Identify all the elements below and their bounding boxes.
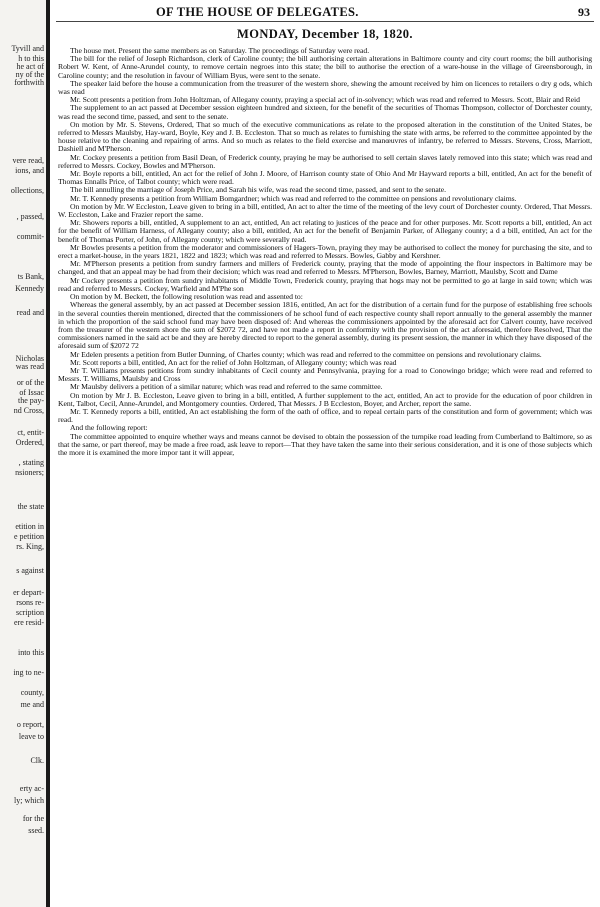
- journal-paragraph: Mr. Scott presents a petition from John Holtzman, of Allegany county, praying a special act of in-solvency; which was read and referred to Messrs. Scott, Blair and Reid: [70, 95, 580, 105]
- previous-page-fragment: e petition: [14, 532, 44, 541]
- previous-page-fragment: , passed,: [16, 212, 44, 221]
- previous-page-fragment: etition in: [15, 522, 44, 531]
- journal-paragraph: The speaker laid before the house a communication from the treasurer of the western shore, shewing the amount received by him on licences to retailers o dry g ods, which was read: [58, 78, 592, 97]
- previous-page-fragment: commit-: [16, 232, 44, 241]
- previous-page-fragment: of Issac: [19, 388, 44, 397]
- journal-paragraph: On motion by Mr. W Eccleston, Leave given to bring in a bill, entitled, An act to alter the time of the meeting of the levy court of Dorchester county. Ordered, That Messrs. W. Eccleston, Lake and Frazier report the same.: [58, 201, 592, 220]
- journal-paragraph: Mr Bowles presents a petition from the moderator and commissioners of Hagers-Town, praying they may be authorised to collect the money for purchasing the site, and to erect a market-house, in the years 1821, 1822 and 1823; which was read and referred to Messrs. Bowles, Gabby and Kershner.: [58, 242, 592, 261]
- previous-page-fragment: , stating: [18, 458, 44, 467]
- previous-page-fragment: the pay-: [18, 396, 44, 405]
- previous-page-fragment: rs. King,: [16, 542, 44, 551]
- previous-page-fragment: ing to ne-: [13, 668, 44, 677]
- journal-body: [58, 47, 592, 903]
- journal-paragraph: On motion by M. Beckett, the following resolution was read and assented to:: [70, 292, 303, 302]
- journal-paragraph: Mr Maulsby delivers a petition of a similar nature; which was read and referred to the same committee.: [70, 382, 383, 392]
- previous-page-fragment: rsons re-: [16, 598, 44, 607]
- previous-page-fragment: read and: [16, 308, 44, 317]
- page-number: 93: [578, 5, 590, 19]
- journal-paragraph: Whereas the general assembly, by an act passed at December session 1816, entitled, An act for the distribution of a certain fund for the purpose of establishing free schools in the several counties therein mentioned, directed that the commissioners of he school fund of each respective county shall report annually to the general assembly the manner in which the proportion of the said school fund may have been disposed of: And whereas the commissioners appointed by the aforesaid act for Calvert county, have received from the treasurer of the western shore the sum of $2072 72, and have not made a report in conformity with the provision of the act aforesaid, therefore Resolved, That the commissioners named in the said act be and they are hereby directed to report to the general assembly, during its present session, the manner in which they have disposed of the aforesaid sum of $2072 72: [58, 300, 592, 351]
- previous-page-fragment: s against: [16, 566, 44, 575]
- previous-page-fragment: nsioners;: [15, 468, 44, 477]
- journal-paragraph: The house met. Present the same members as on Saturday. The proceedings of Saturday were read.: [70, 47, 370, 55]
- previous-page-fragment: was read: [15, 362, 44, 371]
- journal-paragraph: Mr. Cockey presents a petition from Basil Dean, of Frederick county, praying he may be authorised to sell certain slaves lately removed into this state; which was read and referred to Messrs. Cockey, Bowles and M'Pherson.: [58, 152, 592, 170]
- journal-paragraph: Mr. T. Kennedy presents a petition from William Bomgardner; which was read and referred to the committee on pensions and revolutionary claims.: [70, 193, 517, 203]
- journal-paragraph: The bill for the relief of Joseph Richardson, clerk of Caroline county; the bill authorising certain alterations in Baltimore county and city court rooms; the bill authorising Robert W. Kent, of Anne-Arundel county, to remove certain negroes into this state; the bill to authorise the erection of a ware-house in the village of Greensborough, in Caroline county; and the resolution in favour of William Byus, were sent to the senate.: [58, 54, 592, 80]
- header-rule: [56, 21, 594, 22]
- previous-page-fragment: or of the: [16, 378, 44, 387]
- previous-page-fragment: o report,: [16, 720, 44, 729]
- previous-page-fragment: ssed.: [28, 826, 44, 835]
- previous-page-fragment: ct, entit-: [17, 428, 44, 437]
- previous-page-fragment: leave to: [18, 732, 44, 741]
- previous-page-fragment: Nicholas: [15, 354, 44, 363]
- previous-page-fragment: ny of the: [15, 70, 44, 79]
- previous-page-fragment: nd Cross,: [13, 406, 44, 415]
- journal-paragraph: The supplement to an act passed at December session eighteen hundred and sixteen, for the benefit of the securities of Thomas Thompson, collector of Dorchester county, was read the second time, passed, and sent to the senate.: [58, 103, 592, 121]
- page-header: [56, 3, 594, 21]
- previous-page-fragment: vere read,: [12, 156, 44, 165]
- previous-page-fragment: erty ac-: [19, 784, 44, 793]
- dateline: MONDAY, December 18, 1820.: [237, 27, 413, 41]
- previous-page-fragment: ions, and: [15, 166, 44, 175]
- previous-page-fragment: ollections,: [10, 186, 44, 195]
- journal-paragraph: And the following report:: [70, 423, 148, 433]
- previous-page-fragment: scription: [16, 608, 44, 617]
- previous-page-fragment: Tyvill and: [11, 44, 44, 53]
- journal-paragraph: Mr. Boyle reports a bill, entitled, An act for the relief of John J. Moore, of Harrison county state of Ohio And Mr Hayward reports a bill, entitled, An act for the benefit of Thomas Ennalls Price, of Talbot county; which were read.: [58, 169, 592, 187]
- journal-paragraph: Mr. T. Kennedy reports a bill, entitled, An act establishing the form of the oath of office, and to repeal certain parts of the constitution and form of government; which was read.: [58, 406, 592, 425]
- previous-page-fragment: into this: [17, 648, 44, 657]
- journal-paragraph: On motion by Mr. S. Stevens, Ordered, That so much of the executive communications as relate to the proposed alteration in the constitution of the United States, be referred to Messrs Maulsby, Hay-ward, Boyle, Key and J. B. Eccleston. That so much as relates to furnishing the state with arms, be referred to the committee appointed by the house relative to the cleaning and repairing of arms. And so much as relates to the field exercise and manœuvres of infantry, be referred to Messrs. Stevens, Cross, Marriott, Dashiell and M'Pherson.: [58, 119, 592, 154]
- journal-paragraph: Mr. Showers reports a bill, entitled, A supplement to an act, entitled, An act relating to justices of the peace and for other purposes. Mr. Scott reports a bill, entitled, An act for the benefit of William Harness, of Allegany county; also a bill, entitled, An act for the benefit of Benjamin Parker, of Allegany county; a d a bill, entitled, An act for the benefit of Thomas Porter, of John, of Allegany county; which were severally read.: [58, 218, 592, 244]
- running-title: OF THE HOUSE OF DELEGATES.: [156, 5, 359, 19]
- journal-paragraph: Mr T. Williams presents petitions from sundry inhabitants of Cecil county and Pennsylvania, praying for a road to Conowingo bridge; which were read and referred to Messrs. T. Williams, Maulsby and Cross: [58, 365, 592, 384]
- previous-page-fragment: forthwith: [14, 78, 44, 87]
- journal-paragraph: The bill annulling the marriage of Joseph Price, and Sarah his wife, was read the second time, passed, and sent to the senate.: [70, 185, 447, 195]
- previous-page-fragment: Kennedy: [15, 284, 44, 293]
- journal-paragraph: Mr Edelen presents a petition from Butler Dunning, of Charles county; which was read and referred to the committee on pensions and revolutionary claims.: [70, 349, 542, 359]
- previous-page-fragment: ts Bank,: [17, 272, 44, 281]
- journal-paragraph: Mr. M'Pherson presents a petition from sundry farmers and millers of Frederick county, praying that the mode of appointing the flour inspectors in Baltimore may be changed, and that an appeal may be had from their decision; which was read and referred to Messrs. M'Pherson, Bowles, Barney, Marriott, Maulsby, Scott and Dame: [58, 259, 592, 277]
- journal-paragraph: The committee appointed to enquire whether ways and means cannot be devised to obtain the possession of the turnpike road leading from Cumberland to Baltimore, so as that the same, or part thereof, may be made a free road, ask leave to report—That they have taken the same into their serious consideration, and it is one of those subjects which the more it is examined the more impor tant it will appear,: [58, 431, 592, 457]
- previous-page-fragment: the state: [17, 502, 44, 511]
- journal-paragraph: On motion by Mr J. B. Eccleston, Leave given to bring in a bill, entitled, A further supplement to the act, entitled, An act to provide for the education of poor children in Kent, Talbot, Cecil, Anne-Arundel, and Montgomery counties. Ordered, That Messrs. J B Eccleston, Boyer, and Archer, report the same.: [58, 390, 592, 408]
- book-gutter: [46, 0, 50, 907]
- journal-paragraph: Mr Cockey presents a petition from sundry inhabitants of Middle Town, Frederick county, praying that hogs may not be permitted to go at large in said town; which was read and referred to Messrs. Cockey, Warfield and M'Phe son: [58, 275, 592, 293]
- previous-page-fragment: er depart-: [13, 588, 44, 597]
- previous-page-fragment: me and: [20, 700, 44, 709]
- previous-page-fragment: ere resid-: [14, 618, 44, 627]
- previous-page-fragment: for the: [22, 814, 44, 823]
- journal-paragraph: Mr. Scott reports a bill, entitled, An act for the relief of John Holtzman, of Allegany county; which was read: [70, 357, 397, 367]
- previous-page-fragment: he act of: [16, 62, 44, 71]
- previous-page-fragment: h to this: [18, 54, 44, 63]
- previous-page-margin: [0, 0, 46, 907]
- previous-page-fragment: ly; which: [14, 796, 44, 805]
- previous-page-fragment: county,: [20, 688, 44, 697]
- previous-page-fragment: Ordered,: [15, 438, 44, 447]
- previous-page-fragment: Clk.: [30, 756, 44, 765]
